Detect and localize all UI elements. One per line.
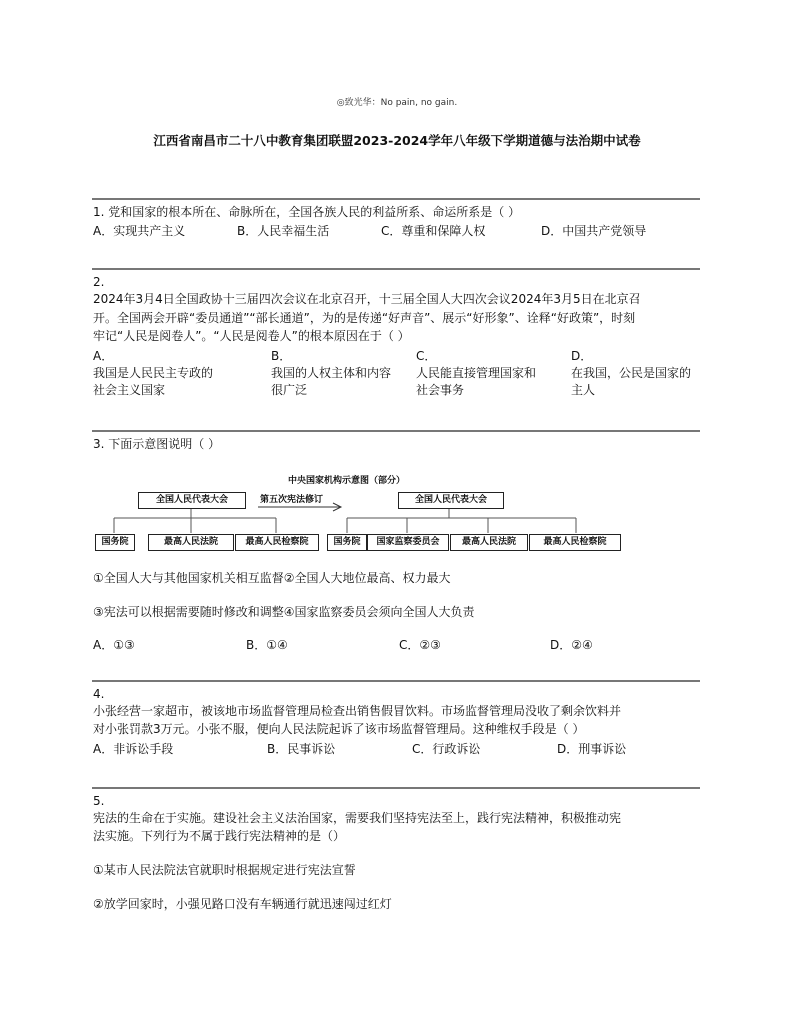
diagram-right-supreme-court: 最高人民法院	[450, 534, 528, 551]
divider-q5	[92, 787, 700, 789]
q5-stem-line-2: 法实施。下列行为不属于践行宪法精神的是（）	[93, 829, 346, 843]
q3-option-b[interactable]: B．①④	[246, 638, 288, 652]
diagram-left-state-council: 国务院	[95, 534, 135, 551]
q1-option-a[interactable]: A．实现共产主义	[93, 224, 186, 238]
diagram-title: 中央国家机构示意图（部分）	[288, 476, 406, 486]
q3-stem: 3. 下面示意图说明（ ）	[93, 437, 221, 451]
diagram-right-state-council: 国务院	[327, 534, 367, 551]
q5-statement-1: ①某市人民法院法官就职时根据规定进行宪法宣誓	[93, 863, 356, 877]
q2-option-d-text[interactable]: 在我国，公民是国家的主人	[571, 366, 692, 397]
q5-number: 5.	[93, 794, 105, 808]
q4-option-b[interactable]: B．民事诉讼	[267, 742, 336, 756]
q3-statement-1-2: ①全国人大与其他国家机关相互监督②全国人大地位最高、权力最大	[93, 571, 451, 585]
q2-option-d-label[interactable]: D．	[571, 349, 593, 363]
divider-q4	[92, 680, 700, 682]
diagram-left-supreme-court: 最高人民法院	[148, 534, 234, 551]
page-header-motto: ◎致光华：No pain, no gain.	[336, 98, 458, 108]
q2-option-b-label[interactable]: B．	[271, 349, 292, 363]
q4-option-c[interactable]: C．行政诉讼	[412, 742, 481, 756]
q3-statement-3-4: ③宪法可以根据需要随时修改和调整④国家监察委员会须向全国人大负责	[93, 605, 475, 619]
q3-option-a[interactable]: A．①③	[93, 638, 135, 652]
q4-option-a[interactable]: A．非诉讼手段	[93, 742, 174, 756]
q2-number: 2.	[93, 275, 105, 289]
q4-stem-line-2: 对小张罚款3万元。小张不服，便向人民法院起诉了该市场监督管理局。这种维权手段是（ ）	[93, 722, 585, 736]
q2-option-b-text[interactable]: 我国的人权主体和内容很广泛	[271, 366, 392, 397]
diagram-arrow-label: 第五次宪法修订	[260, 495, 324, 505]
q4-option-d[interactable]: D．刑事诉讼	[557, 742, 627, 756]
q2-stem-line-2: 开。全国两会开辟“委员通道”“部长通道”，为的是传递“好声音”、展示“好形象”、诠释“好政策”，时刻	[93, 311, 636, 325]
page-title: 江西省南昌市二十八中教育集团联盟2023-2024学年八年级下学期道德与法治期中试卷	[153, 133, 641, 148]
q2-stem-line-3: 牢记“人民是阅卷人”。“人民是阅卷人”的根本原因在于（ ）	[93, 329, 410, 343]
q1-option-c[interactable]: C．尊重和保障人权	[381, 224, 486, 238]
q1-option-d[interactable]: D．中国共产党领导	[541, 224, 647, 238]
q1-stem: 1. 党和国家的根本所在、命脉所在，全国各族人民的利益所系、命运所系是（ ）	[93, 205, 521, 219]
q2-option-c-label[interactable]: C．	[416, 349, 437, 363]
diagram-left-top-npc: 全国人民代表大会	[138, 492, 246, 509]
q1-option-b[interactable]: B．人民幸福生活	[237, 224, 330, 238]
q5-statement-2: ②放学回家时，小强见路口没有车辆通行就迅速闯过红灯	[93, 897, 392, 911]
q4-number: 4.	[93, 687, 105, 701]
diagram-right-procuratorate: 最高人民检察院	[529, 534, 621, 551]
q3-option-c[interactable]: C．②③	[399, 638, 441, 652]
q2-stem-line-1: 2024年3月4日全国政协十三届四次会议在北京召开，十三届全国人大四次会议2024年3月5日在北京召	[93, 292, 641, 306]
q2-option-a-label[interactable]: A．	[93, 349, 114, 363]
diagram-left-procuratorate: 最高人民检察院	[235, 534, 319, 551]
q2-option-c-text[interactable]: 人民能直接管理国家和社会事务	[416, 366, 537, 397]
q4-stem-line-1: 小张经营一家超市，被该地市场监督管理局检查出销售假冒饮料。市场监督管理局没收了剩余饮料并	[93, 704, 622, 718]
diagram-right-supervisory-commission: 国家监察委员会	[367, 534, 449, 551]
q3-option-d[interactable]: D．②④	[550, 638, 593, 652]
q5-stem-line-1: 宪法的生命在于实施。建设社会主义法治国家，需要我们坚持宪法至上，践行宪法精神，积极推动宪	[93, 811, 622, 825]
q2-option-a-text[interactable]: 我国是人民民主专政的社会主义国家	[93, 366, 214, 397]
diagram-right-top-npc: 全国人民代表大会	[398, 492, 504, 509]
